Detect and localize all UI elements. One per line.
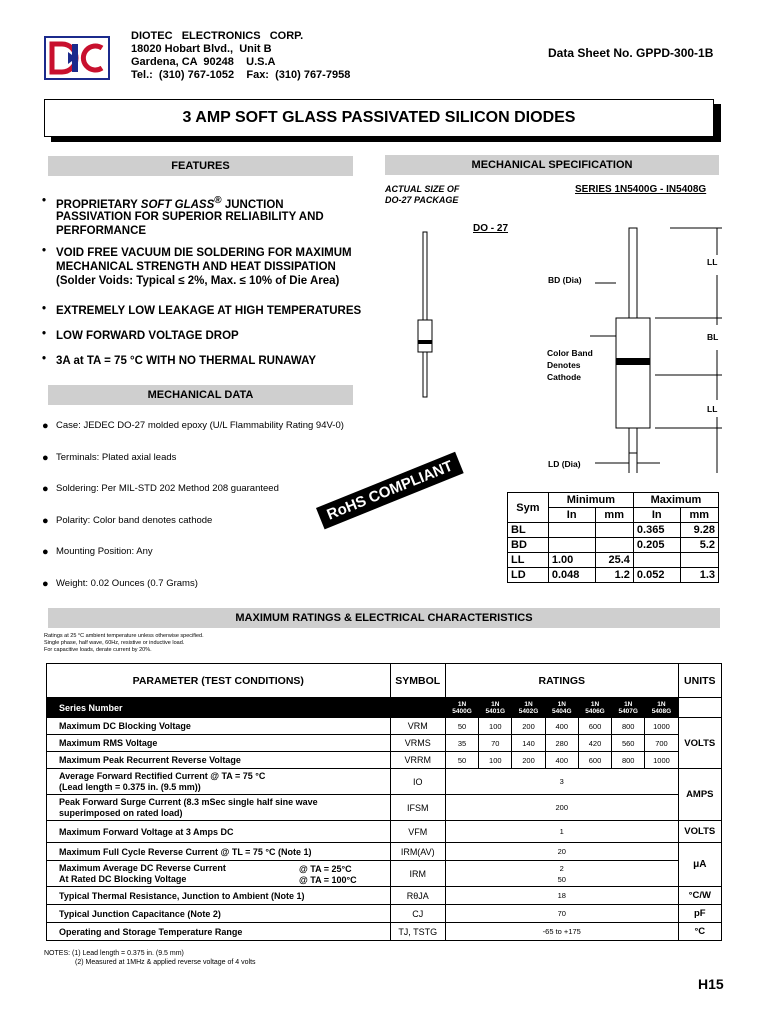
series-label: SERIES 1N5400G - IN5408G: [575, 184, 707, 195]
bullet: •: [42, 195, 47, 207]
company-phone: Tel.: (310) 767-1052 Fax: (310) 767-7958: [131, 69, 351, 81]
mech-spec-heading: MECHANICAL SPECIFICATION: [385, 155, 719, 175]
table-row: Maximum Average DC Reverse Current At Rated DC Blocking Voltage @ TA = 25°C @ TA = 100°C IRM 2 50: [47, 861, 722, 887]
company-address1: 18020 Hobart Blvd., Unit B: [131, 43, 272, 55]
mech-data-case: Case: JEDEC DO-27 molded epoxy (U/L Flammability Rating 94V-0): [56, 420, 344, 431]
mech-data-polarity: Polarity: Color band denotes cathode: [56, 515, 213, 526]
mech-data-mounting: Mounting Position: Any: [56, 546, 153, 557]
feature-5: 3A at TA = 75 °C WITH NO THERMAL RUNAWAY: [56, 355, 317, 367]
dim-min-header: Minimum: [548, 493, 633, 508]
bullet: ●: [42, 420, 49, 432]
mech-data-heading: MECHANICAL DATA: [48, 385, 353, 405]
table-row: Average Forward Rectified Current @ TA = 75 °C (Lead length = 0.375 in. (9.5 mm)) IO 3 AMPS: [47, 769, 722, 795]
dim-mm-header: mm: [595, 508, 633, 523]
bullet: ●: [42, 452, 49, 464]
bullet: ●: [42, 578, 49, 590]
table-row: Maximum DC Blocking Voltage VRM 50 100 200 400 600 800 1000 VOLTS: [47, 718, 722, 735]
dimension-table: [507, 492, 719, 583]
table-row: Maximum RMS Voltage VRMS 35 70 140 280 420 560 700: [47, 735, 722, 752]
feature-1-line-3: PERFORMANCE: [56, 225, 147, 237]
feature-2-line-1: VOID FREE VACUUM DIE SOLDERING FOR MAXIMUM: [56, 247, 352, 259]
bl-label: BL: [707, 332, 719, 342]
dim-max-header: Maximum: [633, 493, 718, 508]
feature-1-line-1: PROPRIETARY SOFT GLASS® JUNCTION: [56, 195, 284, 211]
table-row: Typical Thermal Resistance, Junction to Ambient (Note 1) RθJA 18 °C/W: [47, 887, 722, 905]
symbol-header: SYMBOL: [390, 664, 445, 698]
ratings-heading: MAXIMUM RATINGS & ELECTRICAL CHARACTERISTICS: [48, 608, 720, 628]
feature-2-line-2: MECHANICAL STRENGTH AND HEAT DISSIPATION: [56, 261, 336, 273]
feature-4: LOW FORWARD VOLTAGE DROP: [56, 330, 239, 342]
units-header: UNITS: [678, 664, 721, 698]
dim-sym-header: Sym: [508, 493, 549, 523]
bullet: •: [42, 303, 47, 315]
company-info: [131, 30, 350, 82]
feature-2-line-3: (Solder Voids: Typical ≤ 2%, Max. ≤ 10% of Die Area): [56, 275, 340, 287]
feature-1-line-2: PASSIVATION FOR SUPERIOR RELIABILITY AND: [56, 211, 324, 223]
ll-top-label: LL: [707, 257, 718, 267]
series-number-label: Series Number: [47, 698, 391, 718]
dim-in-header: In: [633, 508, 680, 523]
datasheet-number: Data Sheet No. GPPD-300-1B: [548, 46, 714, 60]
ld-label: LD (Dia): [548, 459, 581, 469]
actual-size-diode-drawing: [410, 230, 440, 400]
bullet: ●: [42, 515, 49, 527]
ratings-header: RATINGS: [445, 664, 678, 698]
bullet: ●: [42, 483, 49, 495]
dim-in-header: In: [548, 508, 595, 523]
table-row: Maximum Peak Recurrent Reverse Voltage VRRM 50 100 200 400 600 800 1000: [47, 752, 722, 769]
page-title: 3 AMP SOFT GLASS PASSIVATED SILICON DIODES: [44, 99, 714, 137]
color-band-label: Color Band Denotes Cathode: [547, 348, 593, 382]
table-row: BL 0.365 9.28: [508, 523, 719, 538]
mech-data-soldering: Soldering: Per MIL-STD 202 Method 208 guaranteed: [56, 483, 279, 494]
footnotes: NOTES: (1) Lead length = 0.375 in. (9.5 mm) (2) Measured at 1MHz & applied reverse voltage of 4 volts: [44, 950, 256, 966]
table-row: Peak Forward Surge Current (8.3 mSec single half sine wave superimposed on rated load) IFSM 200: [47, 795, 722, 821]
page-number: H15: [698, 976, 724, 992]
ratings-notes: Ratings at 25 °C ambient temperature unless otherwise specified. Single phase, half wave, 60Hz, resistive or inductive load. For capacitive loads, derate current by 20%.: [44, 633, 204, 653]
feature-3: EXTREMELY LOW LEAKAGE AT HIGH TEMPERATURES: [56, 305, 362, 317]
table-row: BD 0.205 5.2: [508, 538, 719, 553]
table-row: Maximum Forward Voltage at 3 Amps DC VFM 1 VOLTS: [47, 821, 722, 843]
table-row: Typical Junction Capacitance (Note 2) CJ 70 pF: [47, 905, 722, 923]
rohs-compliant-stamp: RoHS COMPLIANT: [316, 452, 464, 530]
dim-mm-header: mm: [680, 508, 718, 523]
bd-label: BD (Dia): [548, 275, 582, 285]
ll-bottom-label: LL: [707, 404, 718, 414]
param-header: PARAMETER (TEST CONDITIONS): [47, 664, 391, 698]
table-row: LL 1.00 25.4: [508, 553, 719, 568]
mech-data-weight: Weight: 0.02 Ounces (0.7 Grams): [56, 578, 198, 589]
bullet: •: [42, 328, 47, 340]
mech-data-terminals: Terminals: Plated axial leads: [56, 452, 177, 463]
actual-size-label: ACTUAL SIZE OF DO-27 PACKAGE: [385, 184, 460, 205]
features-list: [42, 194, 392, 384]
table-row: LD 0.048 1.2 0.052 1.3: [508, 568, 719, 583]
table-row: Maximum Full Cycle Reverse Current @ TL = 75 °C (Note 1) IRM(AV) 20 μA: [47, 843, 722, 861]
bullet: •: [42, 353, 47, 365]
features-heading: FEATURES: [48, 156, 353, 176]
diotec-logo: [44, 36, 110, 80]
company-address2: Gardena, CA 90248 U.S.A: [131, 56, 276, 68]
bullet: ●: [42, 546, 49, 558]
bullet: •: [42, 245, 47, 257]
ratings-table: PARAMETER (TEST CONDITIONS) SYMBOL RATINGS UNITS Series Number 1N 5400G 1N 5401G 1N 5402G 1N 5404G 1N 5406G 1N 5407G 1N 5408G Maximum DC Blocking Voltage VRM 50 100 200 400 600 800 1000 VOLTS Maximum RMS Voltage VRMS 35 70 140 280 420 560 700 Maximum Peak Recurrent Reverse Voltage VRRM 50 100 200 400 600 800 1000 Average Forward Rectified Current @ TA = 75 °C (Lead length = 0.375 in. (9.5 mm)) IO 3 AMPS Peak Forward Surge Current (8.3 mSec single half sine wave superimposed on rated load) IFSM 200 Maximum Forward Voltage at 3 Amps DC VFM 1 VOLTS Maximum Full Cycle Reverse Current @ TL = 75 °C (Note 1) IRM(AV) 20 μA Maximum Average DC Reverse Current At Rated DC Blocking Voltage @ TA = 25°C @ TA = 100°C IRM 2 50 Typical Thermal Resistance, Junction to Ambient (Note 1) RθJA 18 °C/W Typical Junction Capacitance (Note 2) CJ 70 pF Operating and Storage Temperature Range TJ, TSTG -65 to +175 °C: [46, 663, 722, 941]
do27-label: DO - 27: [473, 223, 509, 234]
table-row: Operating and Storage Temperature Range TJ, TSTG -65 to +175 °C: [47, 923, 722, 941]
company-name: DIOTEC ELECTRONICS CORP.: [131, 30, 304, 42]
